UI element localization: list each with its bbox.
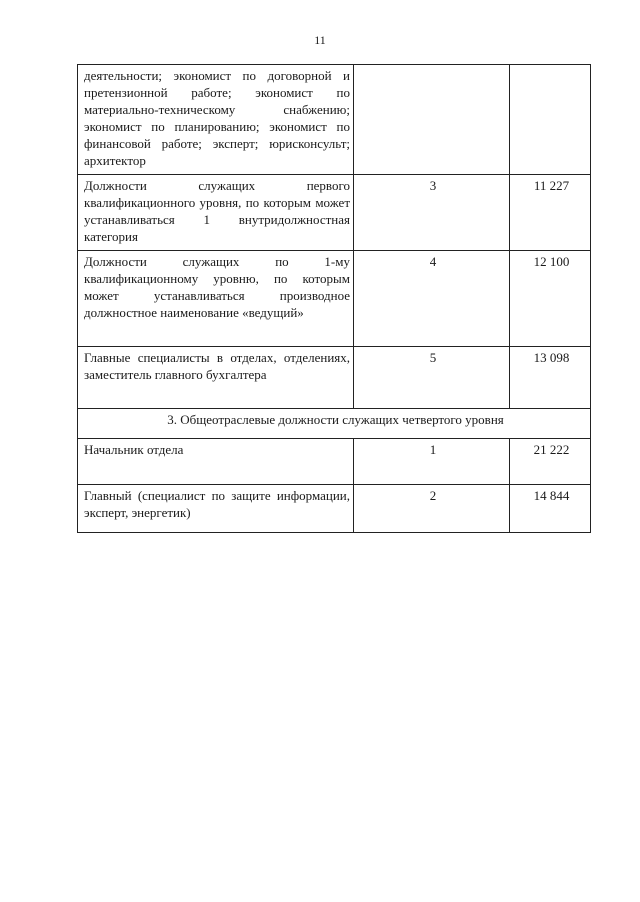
table-row xyxy=(78,175,591,251)
qualification-level-cell: 4 xyxy=(354,251,510,347)
position-name-cell: Начальник отдела xyxy=(78,439,354,485)
page-number: 11 xyxy=(314,33,326,47)
position-name-cell: Должности служащих по 1-му квалификационному уровню, по которым может устанавливаться производное должностное наименование «ведущий» xyxy=(78,251,354,347)
table-row xyxy=(78,65,591,175)
position-name-cell: Главный (специалист по защите информации, эксперт, энергетик) xyxy=(78,485,354,533)
section-title: 3. Общеотраслевые должности служащих четвертого уровня xyxy=(78,409,591,439)
salary-amount-cell: 21 222 xyxy=(510,439,591,485)
qualification-level-cell: 5 xyxy=(354,347,510,409)
position-name-cell: деятельности; экономист по договорной и претензионной работе; экономист по материально-техническому снабжению; экономист по планированию; экономист по финансовой работе; эксперт; юрисконсульт; архитектор xyxy=(78,65,354,175)
table-row xyxy=(78,439,591,485)
qualification-level-cell: 1 xyxy=(354,439,510,485)
salary-amount-cell xyxy=(510,65,591,175)
qualification-level-cell: 3 xyxy=(354,175,510,251)
position-name-cell: Должности служащих первого квалификационного уровня, по которым может устанавливаться 1 внутридолжностная категория xyxy=(78,175,354,251)
salary-table xyxy=(77,64,591,533)
salary-amount-cell: 13 098 xyxy=(510,347,591,409)
section-header-row xyxy=(78,409,591,439)
salary-amount-cell: 14 844 xyxy=(510,485,591,533)
table-row xyxy=(78,347,591,409)
position-name-cell: Главные специалисты в отделах, отделениях, заместитель главного бухгалтера xyxy=(78,347,354,409)
table-row xyxy=(78,485,591,533)
salary-amount-cell: 11 227 xyxy=(510,175,591,251)
qualification-level-cell xyxy=(354,65,510,175)
salary-amount-cell: 12 100 xyxy=(510,251,591,347)
qualification-level-cell: 2 xyxy=(354,485,510,533)
table-row xyxy=(78,251,591,347)
